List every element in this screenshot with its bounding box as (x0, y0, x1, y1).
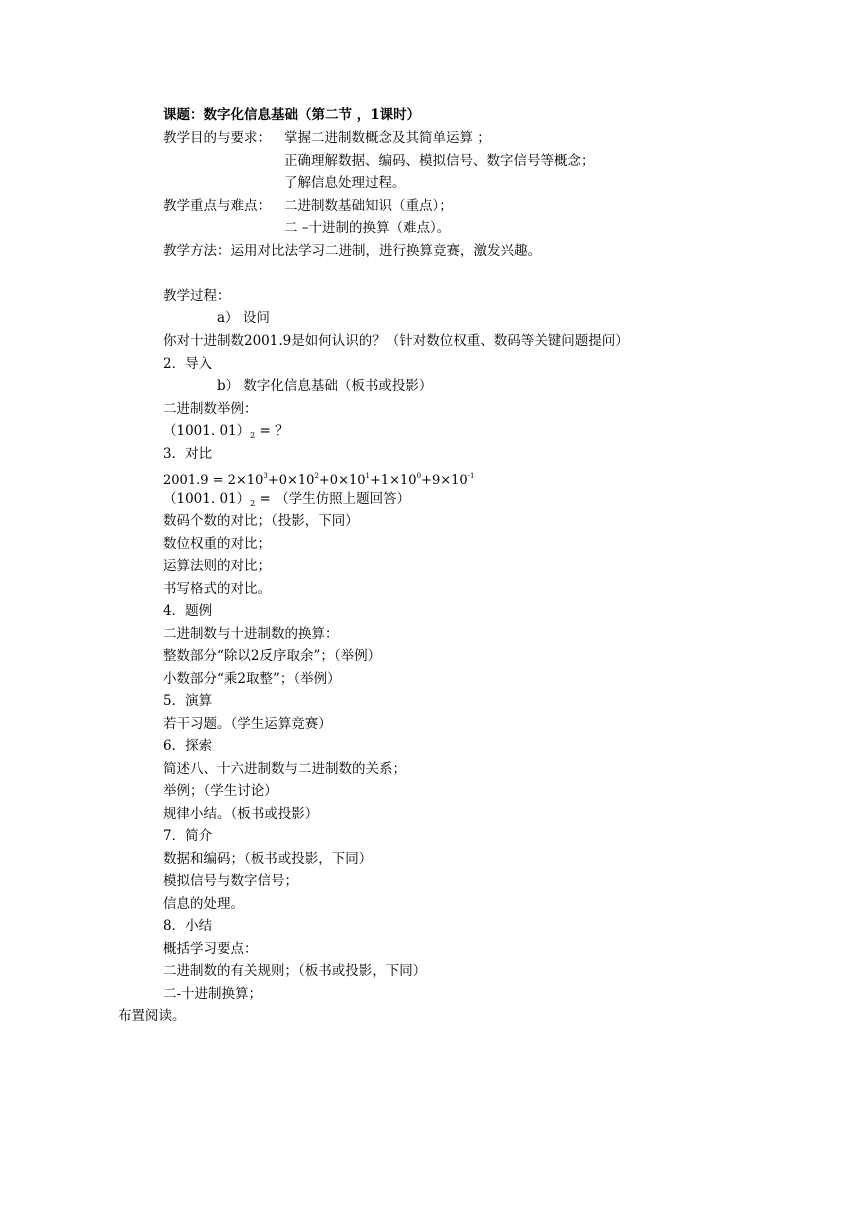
expr-rest: = ？ (255, 423, 289, 439)
section-heading: 4．题例 (163, 603, 213, 619)
focus-line: 二 –十进制的换算（难点）。 (284, 220, 451, 236)
formula-part: +0×10 (318, 473, 366, 488)
formula-part: 2001.9 = 2×10 (163, 473, 264, 488)
binary-expression (163, 422, 289, 445)
expr-subscript: 2 (250, 499, 256, 508)
focus-label: 教学重点与难点： (163, 198, 271, 214)
formula-part: +9×10 (421, 473, 468, 488)
expr-rest: = （学生仿照上题回答） (255, 491, 411, 507)
text-line: 运算法则的对比； (163, 558, 271, 574)
text-line: 整数部分“除以2反序取余”；（举例） (163, 648, 382, 664)
expr-subscript: 2 (250, 431, 256, 440)
text-line: 书写格式的对比。 (163, 581, 271, 597)
text-line: 小数部分“乘2取整”；（举例） (163, 671, 341, 687)
goal-line: 掌握二进制数概念及其简单运算 ； (284, 130, 491, 146)
text-line: 数码个数的对比；（投影，下同） (163, 513, 359, 529)
list-item: a） 设问 (217, 310, 270, 326)
closing-line: 布置阅读。 (118, 1008, 186, 1024)
section-heading: 8．小结 (163, 918, 213, 934)
formula-part: +0×10 (267, 473, 315, 488)
goals-label: 教学目的与要求： (163, 130, 271, 146)
text-line: 二-十进制换算； (163, 986, 263, 1002)
section-heading: 2．导入 (163, 356, 213, 372)
formula-exponent: -1 (467, 472, 475, 480)
expr-number: （1001. 01） (163, 423, 251, 439)
decimal-formula (163, 467, 475, 490)
section-heading: 5．演算 (163, 693, 213, 709)
text-line: 数位权重的对比； (163, 536, 271, 552)
goal-line: 正确理解数据、编码、模拟信号、数字信号等概念； (284, 153, 595, 169)
text-line: 简述八、十六进制数与二进制数的关系； (163, 761, 406, 777)
binary-expression (163, 490, 410, 513)
text-line: 规律小结。（板书或投影） (163, 806, 319, 822)
text-line: 二进制数与十进制数的换算： (163, 626, 339, 642)
text-line: 模拟信号与数字信号； (163, 873, 298, 889)
formula-part: +1×10 (369, 473, 417, 488)
text-line: 数据和编码；（板书或投影，下同） (163, 851, 373, 867)
expr-number: （1001. 01） (163, 491, 251, 507)
focus-line: 二进制数基础知识（重点）； (284, 198, 453, 214)
text-line: 二进制数举例： (163, 401, 258, 417)
teaching-method: 教学方法：运用对比法学习二进制，进行换算竞赛，激发兴趣。 (163, 243, 541, 259)
text-line: 若干习题。（学生运算竞赛） (163, 716, 332, 732)
section-heading: 6．探索 (163, 738, 213, 754)
text-line: 举例；（学生讨论） (163, 783, 278, 799)
text-line: 概括学习要点： (163, 941, 258, 957)
question-line: 你对十进制数2001.9是如何认识的？（针对数位权重、数码等关键问题提问） (163, 333, 629, 349)
text-line: 信息的处理。 (163, 896, 244, 912)
formula-exponent: 1 (365, 472, 370, 480)
section-heading: 7．简介 (163, 828, 213, 844)
formula-exponent: 3 (263, 472, 268, 480)
text-line: 二进制数的有关规则；（板书或投影，下同） (163, 963, 427, 979)
list-item: b） 数字化信息基础（板书或投影） (217, 378, 433, 394)
formula-exponent: 0 (416, 472, 422, 480)
formula-exponent: 2 (314, 472, 319, 480)
lesson-title: 课题：数字化信息基础（第二节 ，1课时） (163, 107, 421, 123)
section-heading: 3．对比 (163, 446, 213, 462)
process-heading: 教学过程： (163, 288, 231, 304)
goal-line: 了解信息处理过程。 (284, 175, 406, 191)
